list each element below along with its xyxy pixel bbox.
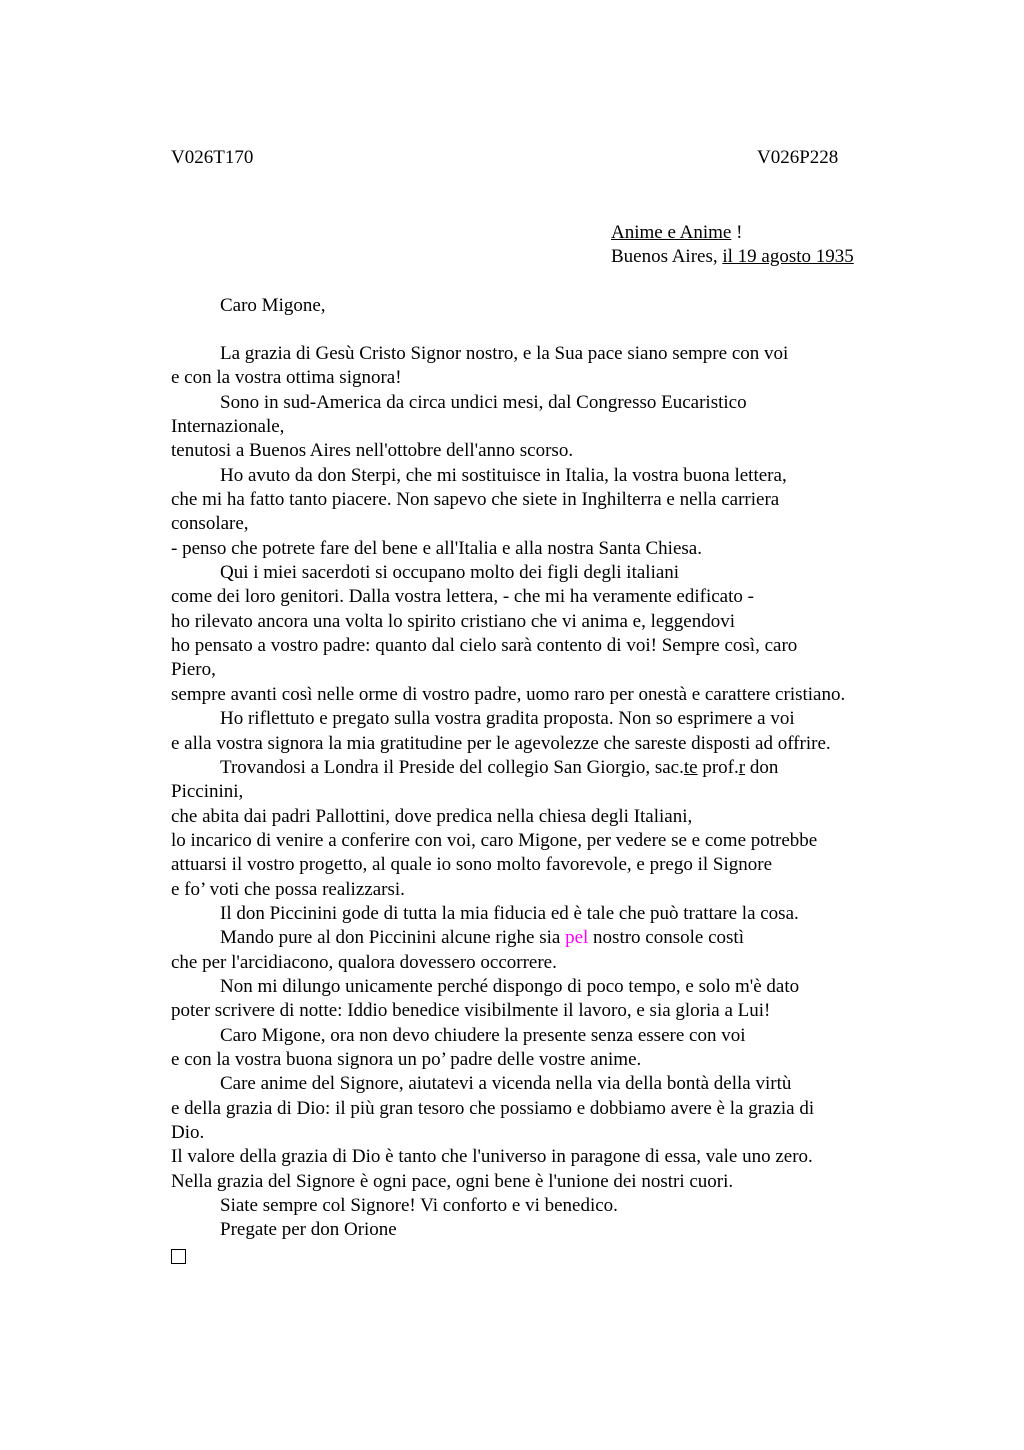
body-line: Non mi dilungo unicamente perché dispongo di poco tempo, e solo m'è dato — [220, 975, 800, 997]
body-line: Sono in sud-America da circa undici mesi, dal Congresso Eucaristico — [220, 391, 747, 413]
body-line: e alla vostra signora la mia gratitudine per le agevolezze che sareste disposti ad offrire. — [171, 732, 831, 754]
body-line: Ho riflettuto e pregato sulla vostra gradita proposta. Non so esprimere a voi — [220, 708, 795, 730]
body-line: Il valore della grazia di Dio è tanto che l'universo in paragone di essa, vale uno zero. — [171, 1146, 813, 1168]
body-line: e con la vostra ottima signora! — [171, 367, 402, 389]
body-line: La grazia di Gesù Cristo Signor nostro, e la Sua pace siano sempre con voi — [220, 343, 789, 364]
highlighted-word: pel — [565, 927, 589, 949]
letter-title-text: Anime e Anime — [611, 222, 732, 243]
body-line-part: don — [745, 756, 779, 778]
body-line-part: Trovandosi a Londra il Preside del collegio San Giorgio, sac. — [220, 756, 684, 778]
body-line: che mi ha fatto tanto piacere. Non sapevo che siete in Inghilterra e nella carriera — [171, 489, 780, 511]
superscript-abbrev: r — [738, 756, 746, 778]
letter-heading — [611, 221, 854, 269]
body-line: Piccinini, — [171, 781, 244, 803]
place-date — [611, 245, 854, 269]
body-line: Il don Piccinini gode di tutta la mia fiducia ed è tale che può trattare la cosa. — [220, 902, 799, 924]
body-line — [171, 756, 911, 780]
body-line: Piero, — [171, 659, 216, 681]
signature-line: Pregate per don Orione — [220, 1219, 397, 1241]
body-line: come dei loro genitori. Dalla vostra lettera, - che mi ha veramente edificato - — [171, 586, 754, 608]
body-line: Caro Migone, ora non devo chiudere la presente senza essere con voi — [220, 1024, 746, 1046]
body-line: consolare, — [171, 513, 249, 535]
body-line: Qui i miei sacerdoti si occupano molto dei figli degli italiani — [220, 562, 680, 584]
end-marker — [171, 1243, 911, 1267]
date-text: il 19 agosto 1935 — [722, 246, 854, 267]
body-line-part: nostro console costì — [588, 927, 744, 949]
letter-title-suffix: ! — [731, 222, 743, 243]
letter-body — [171, 342, 911, 1267]
body-line: sempre avanti così nelle orme di vostro padre, uomo raro per onestà e carattere cristiano. — [171, 683, 846, 705]
body-line: Internazionale, — [171, 416, 285, 438]
body-line: ho rilevato ancora una volta lo spirito cristiano che vi anima e, leggendovi — [171, 610, 736, 632]
body-line: attuarsi il vostro progetto, al quale io sono molto favorevole, e prego il Signore — [171, 854, 773, 876]
body-line: - penso che potrete fare del bene e all'Italia e alla nostra Santa Chiesa. — [171, 537, 702, 559]
superscript-abbrev: te — [683, 756, 698, 778]
body-line: Ho avuto da don Sterpi, che mi sostituisce in Italia, la vostra buona lettera, — [220, 464, 787, 486]
body-line: e con la vostra buona signora un po’ padre delle vostre anime. — [171, 1048, 642, 1070]
square-icon — [171, 1249, 186, 1264]
place-text: Buenos Aires, — [611, 246, 723, 267]
body-line: ho pensato a vostro padre: quanto dal cielo sarà contento di voi! Sempre così, caro — [171, 635, 798, 657]
document-ref-left: V026T170 — [171, 147, 254, 168]
body-line-part: prof. — [697, 756, 739, 778]
body-line: e della grazia di Dio: il più gran tesoro che possiamo e dobbiamo avere è la grazia di — [171, 1097, 815, 1119]
body-line: Dio. — [171, 1122, 205, 1143]
salutation: Caro Migone, — [220, 295, 326, 316]
body-line: Siate sempre col Signore! Vi conforto e vi benedico. — [220, 1195, 618, 1217]
body-line: Nella grazia del Signore è ogni pace, ogni bene è l'unione dei nostri cuori. — [171, 1170, 734, 1192]
body-line: e fo’ voti che possa realizzarsi. — [171, 878, 405, 900]
body-line: che abita dai padri Pallottini, dove predica nella chiesa degli Italiani, — [171, 805, 693, 827]
body-line: tenutosi a Buenos Aires nell'ottobre dell'anno scorso. — [171, 440, 574, 462]
letter-title — [611, 221, 854, 245]
body-line: poter scrivere di notte: Iddio benedice visibilmente il lavoro, e sia gloria a Lui! — [171, 1000, 771, 1022]
body-line — [171, 926, 911, 950]
body-line: Care anime del Signore, aiutatevi a vicenda nella via della bontà della virtù — [220, 1073, 792, 1095]
document-ref-right: V026P228 — [757, 147, 839, 168]
body-line: che per l'arcidiacono, qualora dovessero occorrere. — [171, 951, 557, 973]
body-line-part: Mando pure al don Piccinini alcune righe sia — [220, 927, 566, 949]
body-line: lo incarico di venire a conferire con voi, caro Migone, per vedere se e come potrebbe — [171, 829, 818, 851]
